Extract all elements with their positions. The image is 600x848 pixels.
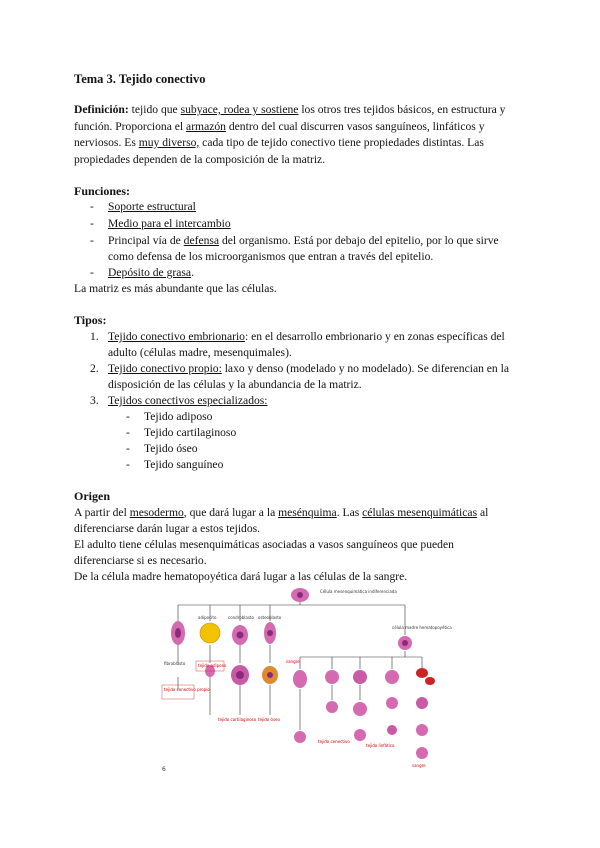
bullet-dash: - (126, 426, 130, 439)
bullet-dash: - (90, 234, 94, 247)
function-item-2-text: Medio para el intercambio (108, 217, 231, 230)
tipo-2-a: laxo y denso (modelado y no modelado). Se diferencian en la (221, 362, 509, 375)
label-condroblasto: condroblasto (228, 615, 254, 620)
tipo-number-2: 2. (90, 362, 99, 375)
tissue-label-3: tejido cartilaginoso (218, 717, 257, 722)
sub-item-2: Tejido cartilaginoso (144, 426, 237, 439)
tipo-item-1 (108, 329, 538, 346)
origen-1d: al (477, 506, 489, 519)
tipo-item-1-cont: adulto (células madre, mesenquimales). (108, 346, 292, 359)
origen-1a: A partir del (74, 506, 130, 519)
sub-item-4: Tejido sanguíneo (144, 458, 224, 471)
function-item-2 (108, 216, 231, 233)
tipos-heading: Tipos: (74, 313, 107, 327)
origen-line-3: El adulto tiene células mesenquimáticas asociadas a vasos sanguíneos que pueden (74, 538, 454, 551)
definition-text-2: los otros tres tejidos básicos, en estructura y función. Proporciona el (74, 103, 506, 133)
function-item-4 (108, 265, 194, 282)
function-item-3-a: Principal vía de (108, 234, 184, 247)
adipocyte-icon (200, 623, 220, 643)
label-osteoblasto: osteoblasto (258, 615, 282, 620)
definition-paragraph (74, 102, 534, 168)
origen-1b: , que dará lugar a la (183, 506, 279, 519)
tipo-item-2 (108, 361, 538, 378)
definition-text-4: cada tipo de tejido conectivo tiene propiedades distintas. Las propiedades dependen de la composición de la matriz. (74, 136, 484, 166)
tipo-1-a: : en el desarrollo embrionario y en zonas específicas del (244, 330, 505, 343)
tipo-number-1: 1. (90, 330, 99, 343)
origen-1u1: mesodermo (129, 506, 184, 519)
function-item-3-cont: como defensa de los microorganismos que entran a través del epitelio. (108, 250, 434, 263)
bullet-dash: - (126, 458, 130, 471)
diagram-top-label: Célula mesenquimática indiferenciada (320, 589, 397, 594)
page-title: Tema 3. Tejido conectivo (74, 72, 206, 86)
origen-line-1 (74, 505, 544, 522)
tipo-number-3: 3. (90, 394, 99, 407)
origen-heading: Origen (74, 489, 110, 503)
origen-line-5: De la célula madre hematopoyética dará lugar a las células de la sangre. (74, 570, 408, 583)
bullet-dash: - (90, 266, 94, 279)
funciones-heading: Funciones: (74, 184, 131, 198)
origen-1c: . Las (336, 506, 363, 519)
function-item-1 (108, 199, 196, 216)
origen-line-2: diferenciarse darán lugar a estos tejidos. (74, 522, 261, 535)
origen-line-4: diferenciarse si es necesario. (74, 554, 207, 567)
function-item-3-b: del organismo. Está por debajo del epitelio, por lo que sirve (219, 234, 499, 247)
function-item-1-text: Soporte estructural (108, 200, 196, 213)
function-item-4-b: . (191, 266, 194, 279)
matriz-note: La matriz es más abundante que las células. (74, 282, 277, 295)
label-fibroblasto: fibroblasto (164, 661, 186, 666)
bullet-dash: - (90, 200, 94, 213)
label-adipocito: adipocito (198, 615, 217, 620)
definition-underline-3: muy diverso, (138, 136, 200, 149)
function-item-4-u: Depósito de grasa (108, 266, 192, 279)
osteoblast-icon (264, 622, 276, 644)
bullet-dash: - (90, 217, 94, 230)
label-stem-cell: célula madre hematopoyética (392, 625, 452, 630)
mesenchymal-cell-icon (291, 588, 309, 602)
tissue-label-6: tejido conectivo (318, 739, 350, 744)
cell-differentiation-diagram (160, 585, 452, 773)
tipo-3-u: Tejidos conectivos especializados: (108, 394, 268, 407)
origen-1u2: mesénquima (278, 506, 337, 519)
cell-icon (205, 665, 435, 759)
bullet-dash: - (126, 442, 130, 455)
chondroblast-icon (232, 625, 248, 645)
function-item-3 (108, 233, 528, 250)
sub-item-1: Tejido adiposo (144, 410, 213, 423)
fibroblast-icon (171, 621, 185, 645)
tipo-1-u: Tejido conectivo embrionario (108, 330, 245, 343)
tissue-label-7: tejido linfático (366, 743, 395, 748)
origen-1u3: células mesenquimáticas (362, 506, 478, 519)
tissue-label-1: tejido conectivo propio (164, 687, 210, 692)
tipo-item-3 (108, 393, 268, 410)
tissue-label-4: tejido óseo (258, 717, 280, 722)
definition-underline-2: armazón (186, 119, 226, 133)
tipo-2-u: Tejido conectivo propio: (108, 362, 222, 375)
tipo-item-2-cont: disposición de las células y la abundancia de la matriz. (108, 378, 362, 391)
definition-text-3: dentro del cual discurren vasos sanguíneos, linfáticos y nerviosos. Es (74, 119, 485, 149)
definition-text-1: tejido que (128, 103, 181, 116)
sub-item-3: Tejido óseo (144, 442, 198, 455)
tissue-label-8: sangre (412, 763, 426, 768)
definition-underline-1: subyace, rodea y sostiene (180, 103, 299, 116)
function-item-3-u: defensa (183, 234, 220, 247)
tissue-label-2: tejido adiposo (198, 663, 227, 668)
tissue-label-5: sangre (286, 659, 300, 664)
bullet-dash: - (126, 410, 130, 423)
diagram-page-number: 6 (162, 766, 166, 773)
definition-label: Definición: (74, 103, 129, 116)
stem-cell-icon (398, 636, 412, 650)
